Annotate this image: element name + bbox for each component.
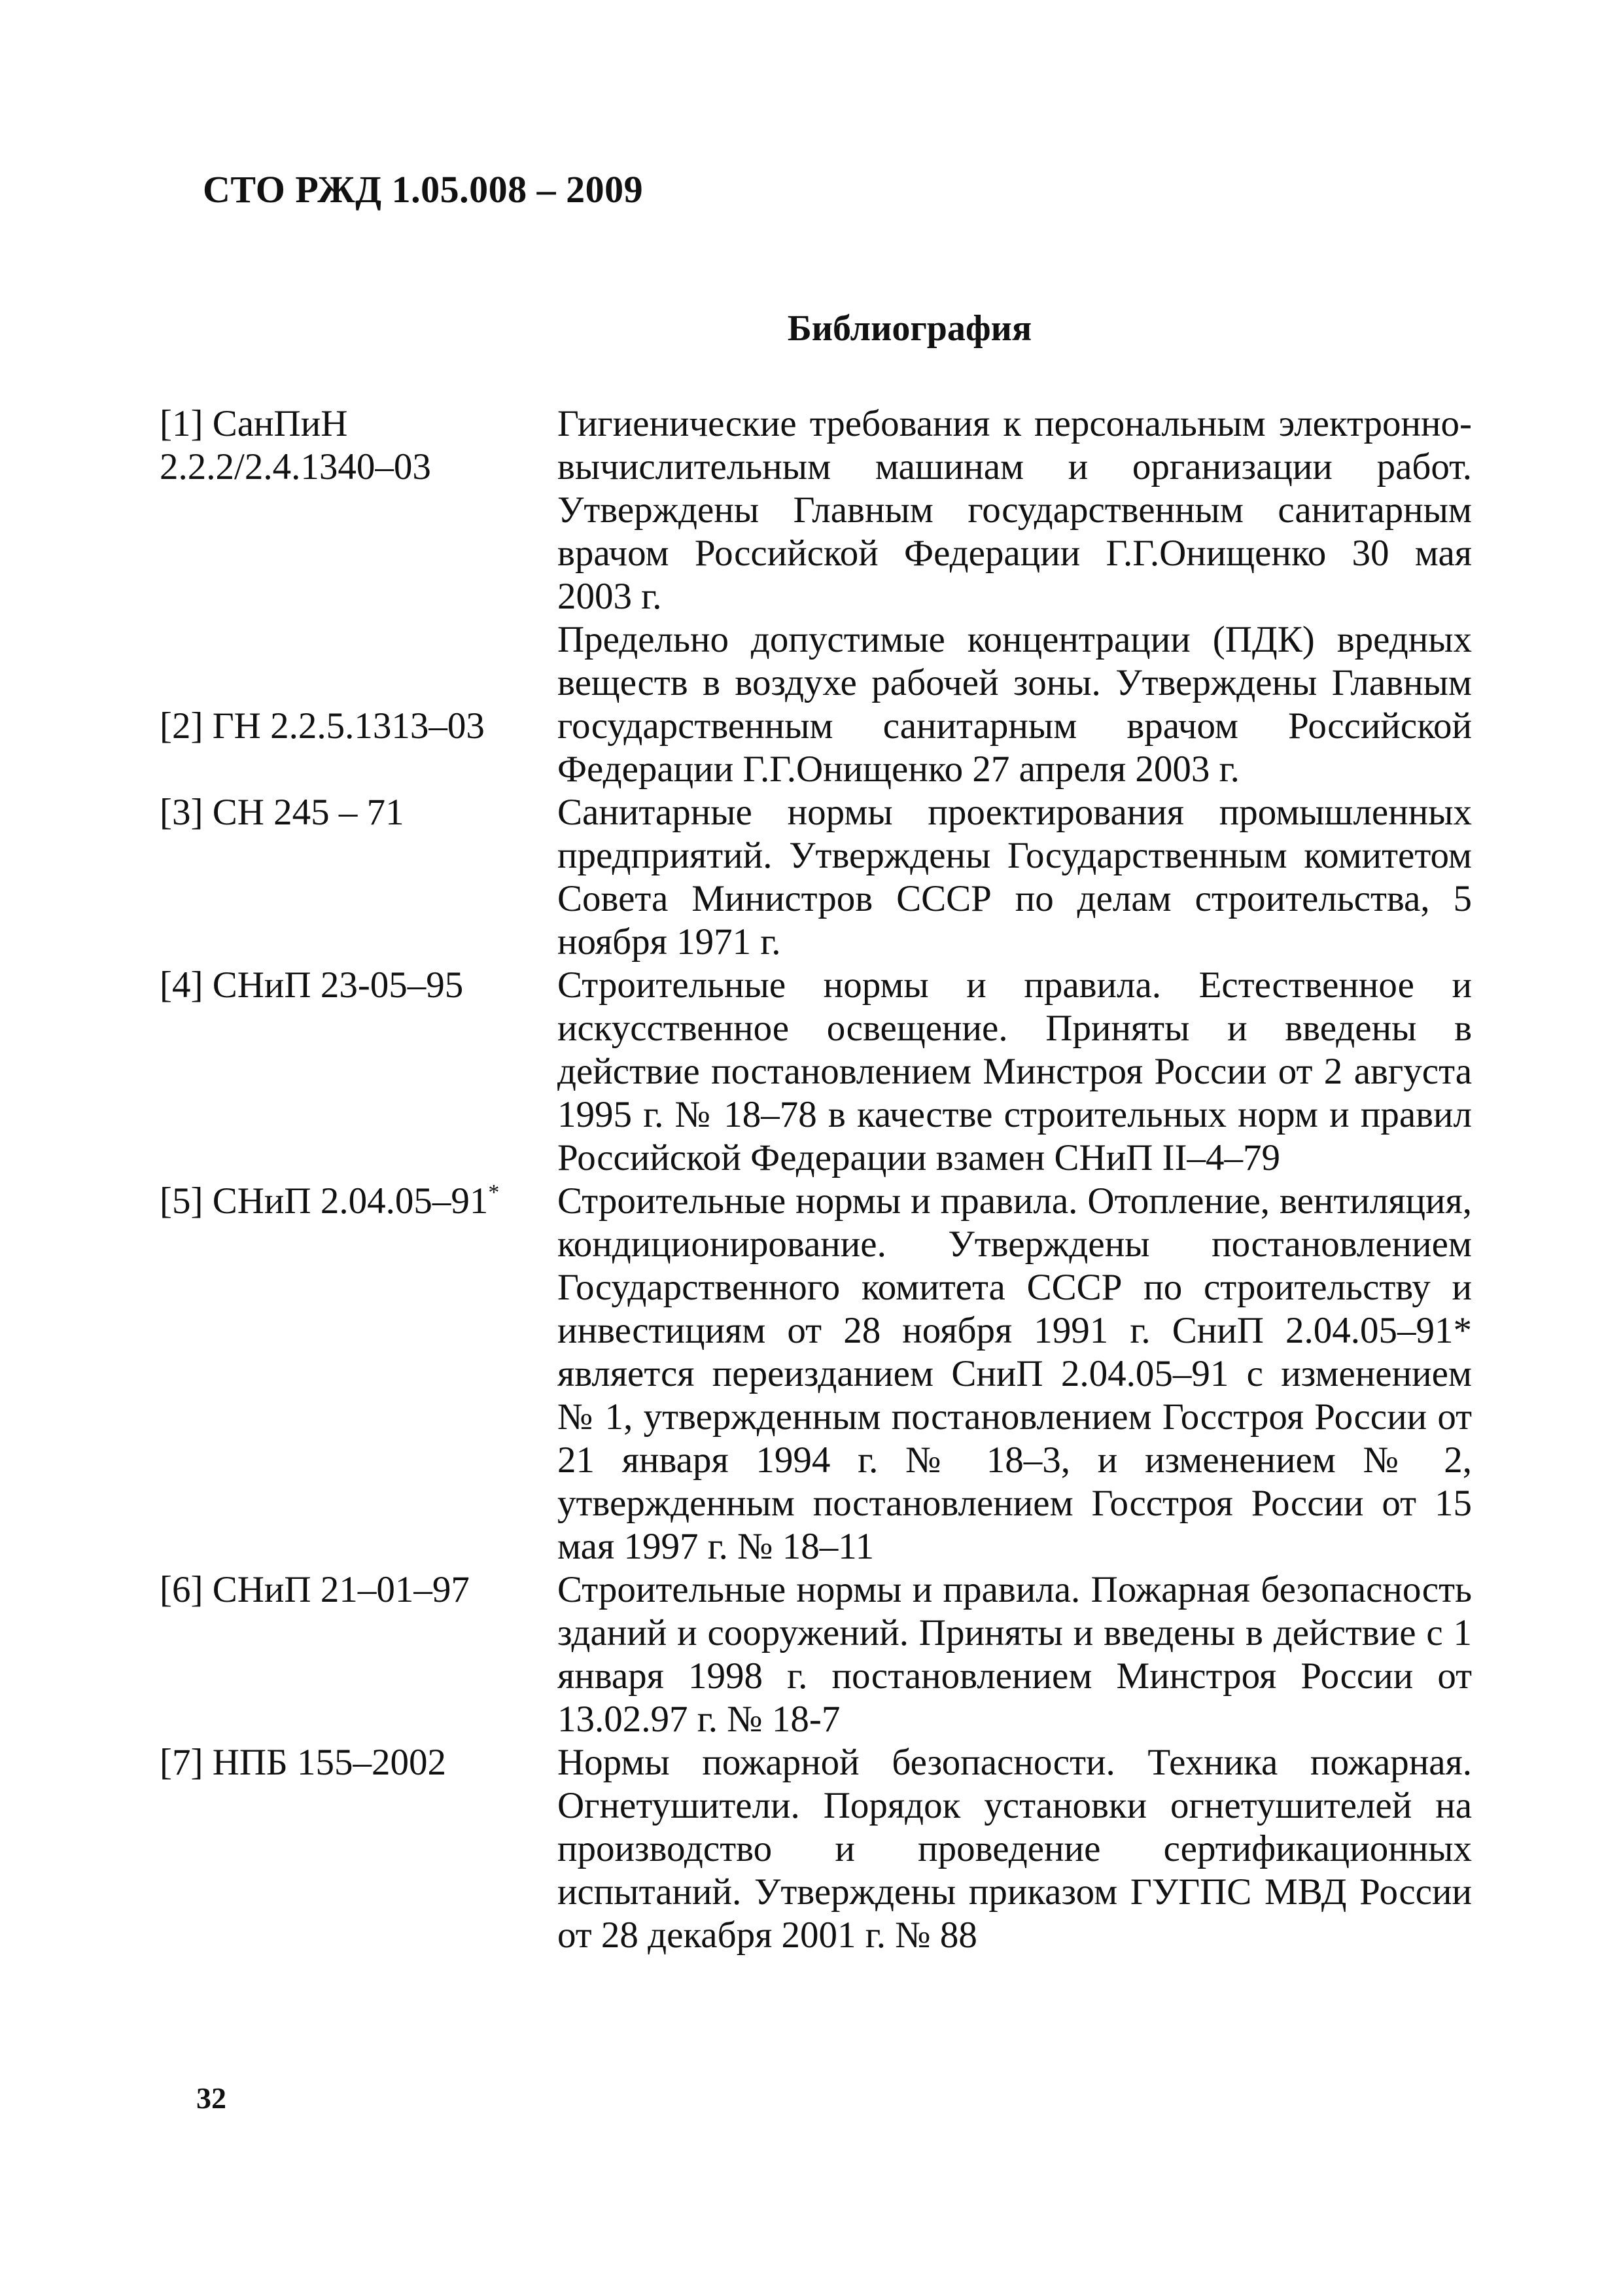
bibliography-ref-6: [6] СНиП 21–01–97 bbox=[160, 1569, 470, 1610]
bibliography-ref-3: [3] СН 245 – 71 bbox=[160, 792, 404, 833]
bibliography-ref-1: [1] СанПиН 2.2.2/2.4.1340–03 bbox=[160, 403, 431, 487]
bibliography-entry-3 bbox=[160, 791, 1472, 964]
page-number: 32 bbox=[196, 2081, 226, 2115]
bibliography-entry-2 bbox=[160, 618, 1472, 791]
bibliography-text-6: Строительные нормы и правила. Пожарная безопасность зданий и сооружений. Приняты и введены в действие с 1 января 1998 г. постановлением Минстроя России от 13.02.97 г. № 18-7 bbox=[557, 1569, 1472, 1740]
bibliography-list bbox=[160, 402, 1472, 1957]
bibliography-text-2: Предельно допустимые концентрации (ПДК) вредных веществ в воздухе рабочей зоны. Утверждены Главным государственным санитарным врачом Российской Федерации Г.Г.Онищенко 27 апреля 2003 г. bbox=[557, 619, 1472, 790]
bibliography-ref-4: [4] СНиП 23-05–95 bbox=[160, 964, 464, 1006]
bibliography-ref-5: [5] СНиП 2.04.05–91 bbox=[160, 1180, 489, 1222]
bibliography-text-3: Санитарные нормы проектирования промышленных предприятий. Утверждены Государственным комитетом Совета Министров СССР по делам строительства, 5 ноября 1971 г. bbox=[557, 792, 1472, 963]
bibliography-ref-5-superscript: * bbox=[488, 1180, 500, 1205]
bibliography-text-7: Нормы пожарной безопасности. Техника пожарная. Огнетушители. Порядок установки огнетушителей на производство и проведение сертификационных испытаний. Утверждены приказом ГУГПС МВД России от 28 декабря 2001 г. № 88 bbox=[557, 1742, 1472, 1956]
bibliography-text-4: Строительные нормы и правила. Естественное и искусственное освещение. Приняты и введены в действие постановлением Минстроя России от 2 августа 1995 г. № 18–78 в качестве строительных норм и правил Российской Федерации взамен СНиП II–4–79 bbox=[557, 964, 1472, 1178]
bibliography-ref-2-cell bbox=[160, 618, 557, 791]
bibliography-entry-5 bbox=[160, 1180, 1472, 1568]
bibliography-text-5: Строительные нормы и правила. Отопление, вентиляция, кондиционирование. Утверждены постановлением Государственного комитета СССР по строительству и инвестициям от 28 ноября 1991 г. СниП 2.04.05–91* является переизданием СниП 2.04.05–91 с изменением № 1, утвержденным постановлением Госстроя России от 21 января 1994 г. № 18–3, и изменением № 2, утвержденным постановлением Госстроя России от 15 мая 1997 г. № 18–11 bbox=[557, 1180, 1472, 1567]
bibliography-text-1: Гигиенические требования к персональным электронно-вычислительным машинам и организации работ. Утверждены Главным государственным санитарным врачом Российской Федерации Г.Г.Онищенко 30 мая 2003 г. bbox=[557, 403, 1472, 617]
bibliography-ref-2: [2] ГН 2.2.5.1313–03 bbox=[160, 705, 485, 747]
bibliography-ref-5-cell bbox=[160, 1180, 557, 1223]
bibliography-entry-7 bbox=[160, 1741, 1472, 1957]
bibliography-entry-4 bbox=[160, 964, 1472, 1180]
document-code: СТО РЖД 1.05.008 – 2009 bbox=[203, 168, 644, 211]
bibliography-ref-7: [7] НПБ 155–2002 bbox=[160, 1742, 447, 1783]
section-title: Библиография bbox=[787, 308, 1032, 349]
bibliography-entry-6 bbox=[160, 1568, 1472, 1741]
bibliography-entry-1 bbox=[160, 402, 1472, 618]
